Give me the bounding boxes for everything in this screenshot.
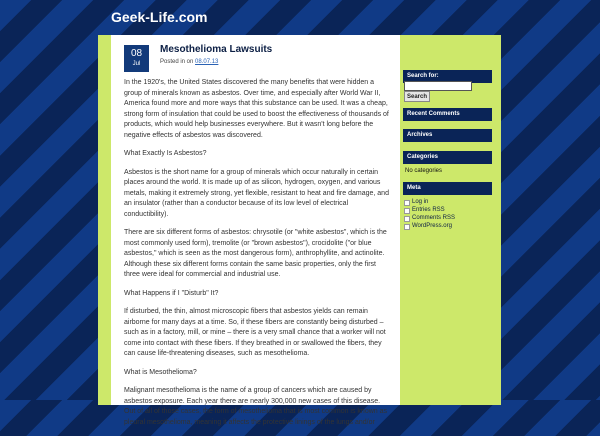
- meta-links: [404, 198, 455, 230]
- post-paragraph: There are six different forms of asbestos: chrysotile (or "white asbestos", which is the most commonly used form), tremolite (or "brown asbestos"), crocidolite ("or blue asbestos," which is seen as the most dangerous form), anthrophyllite, and actinolite. Although these six different forms contain the same basic properties, only the first three were ideal for commercial and industrial use.: [124, 229, 387, 278]
- post-date-day: 08: [130, 48, 143, 59]
- search-button[interactable]: Search: [404, 91, 430, 102]
- post-paragraph: If disturbed, the thin, almost microscopic fibers that asbestos yields can remain airborne for many days at a time. So, if these fibers are constantly being disturbed – such as in a factory, mill, or mine – there is a very small chance that a worker will not come into contact with these fibers. If they breathed in or swallowed the fibers, they can cause life-threatening diseases, such as mesothelioma.: [124, 308, 386, 357]
- meta-link-login[interactable]: Log in: [412, 199, 429, 205]
- recent-comments-heading: Recent Comments: [403, 108, 492, 121]
- post-paragraph: Asbestos is the short name for a group of minerals which occur naturally in certain places around the world. It is made up of as silicon, hydrogen, oxygen, and various metals, making it extremely strong, yet flexible, resistant to heat and fire damage, and an insulator (rather than a conductor because of its low level of electrical conductibility).: [124, 168, 389, 218]
- post-paragraph: In the 1920's, the United States discovered the many benefits that were hidden a group of minerals known as asbestos. Over time, and especially after World War II, America found more and more ways that this substance can be used. It was a cheap, strong form of insulation that could be used to boost the effectiveness of thousands of products, which would help businesses everywhere. But it wasn't long before the negative effects of asbestos was discovered.: [124, 79, 389, 139]
- post-meta: [160, 59, 218, 65]
- list-item: [404, 206, 455, 214]
- post-content: [111, 35, 400, 426]
- archives-heading: Archives: [403, 129, 492, 142]
- list-item: [404, 198, 455, 206]
- post-subheading: What is Mesothelioma?: [124, 368, 197, 376]
- post-subheading: What Happens if I "Disturb" It?: [124, 289, 219, 297]
- posted-prefix: Posted in on: [160, 59, 194, 65]
- categories-empty-text: No categories: [405, 168, 443, 174]
- bullet-icon: [404, 224, 410, 230]
- post-body: [124, 78, 391, 436]
- site-title-link[interactable]: Geek-Life.com: [111, 9, 208, 25]
- categories-heading: Categories: [403, 151, 492, 164]
- meta-link-wordpress[interactable]: WordPress.org: [412, 223, 452, 229]
- list-item: [404, 222, 455, 230]
- posted-date-link[interactable]: 08.07.13: [195, 59, 219, 65]
- meta-link-entries-rss[interactable]: Entries RSS: [412, 207, 445, 213]
- list-item: [404, 214, 455, 222]
- post-title[interactable]: Mesothelioma Lawsuits: [160, 44, 273, 55]
- search-label: Search for:: [403, 70, 492, 83]
- post-date-month: Jul: [132, 61, 141, 67]
- post-paragraph: Malignant mesothelioma is the name of a group of cancers which are caused by asbestos exposure. Each year there are nearly 300,000 new cases of this disease. Out of all of those cases, the form of mesothelioma that is most common is known as pleural mesothelioma, meaning it affects the protective linings of the lungs and/or: [124, 387, 388, 426]
- meta-link-comments-rss[interactable]: Comments RSS: [412, 215, 456, 221]
- post-date-badge: [124, 45, 149, 72]
- search-input[interactable]: [404, 81, 472, 91]
- meta-heading: Meta: [403, 182, 492, 195]
- post-subheading: What Exactly Is Asbestos?: [124, 150, 207, 157]
